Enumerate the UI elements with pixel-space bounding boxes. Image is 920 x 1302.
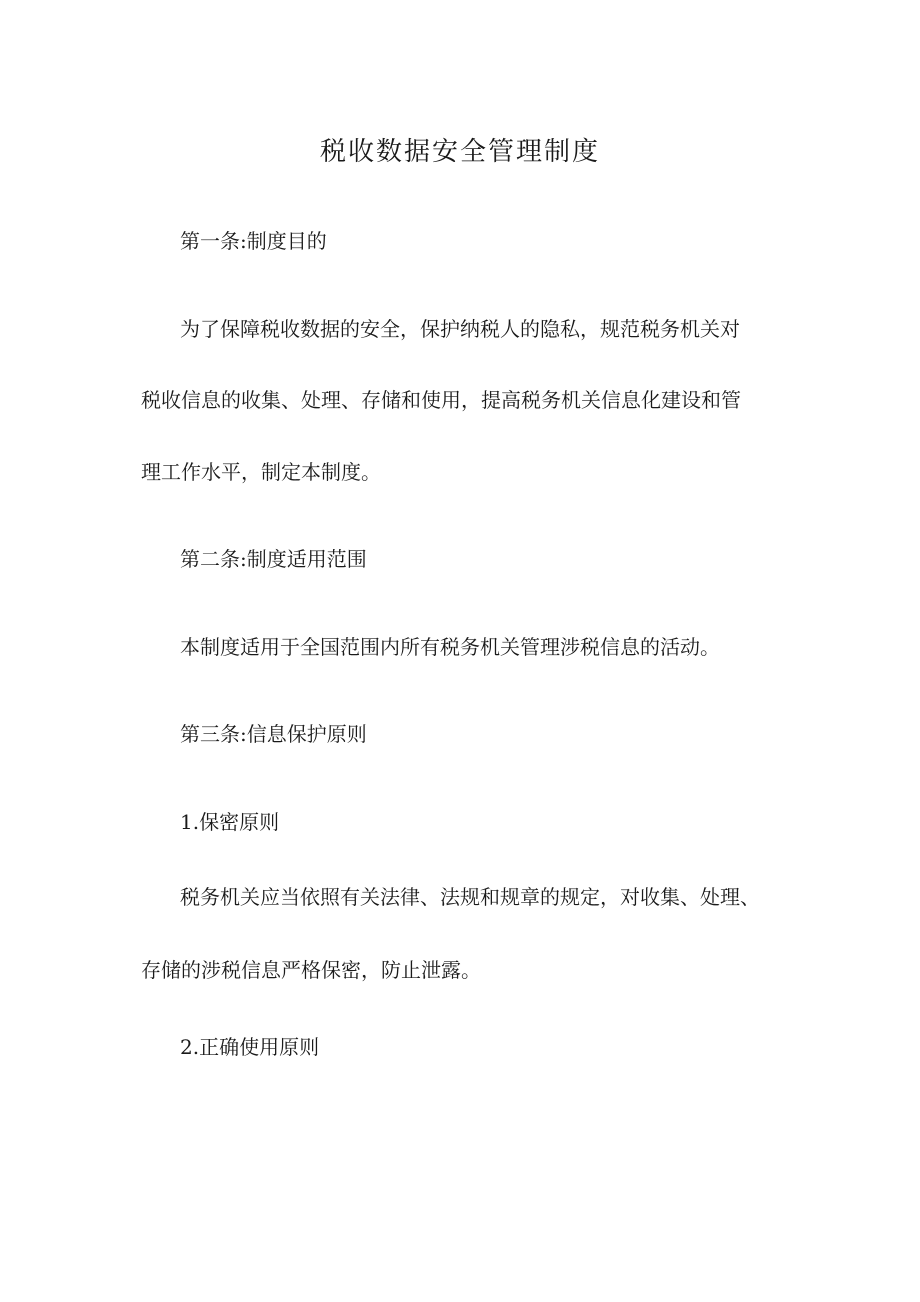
article1-para-line-2: 税收信息的收集、处理、存储和使用，提高税务机关信息化建设和管 (141, 388, 741, 412)
article1-para-line-1: 为了保障税收数据的安全，保护纳税人的隐私，规范税务机关对 (180, 317, 740, 341)
item1-para-line-2: 存储的涉税信息严格保密，防止泄露。 (141, 958, 481, 982)
article2-heading: 第二条:制度适用范围 (180, 547, 367, 571)
document-title: 税收数据安全管理制度 (319, 137, 600, 167)
item1-heading: 1.保密原则 (180, 810, 280, 834)
article1-heading: 第一条:制度目的 (180, 229, 327, 253)
item2-heading: 2.正确使用原则 (180, 1035, 320, 1059)
article2-para-line-1: 本制度适用于全国范围内所有税务机关管理涉税信息的活动。 (180, 635, 720, 659)
article3-heading: 第三条:信息保护原则 (180, 722, 367, 746)
article1-para-line-3: 理工作水平，制定本制度。 (141, 460, 381, 484)
item1-para-line-1: 税务机关应当依照有关法律、法规和规章的规定，对收集、处理、 (180, 885, 760, 909)
